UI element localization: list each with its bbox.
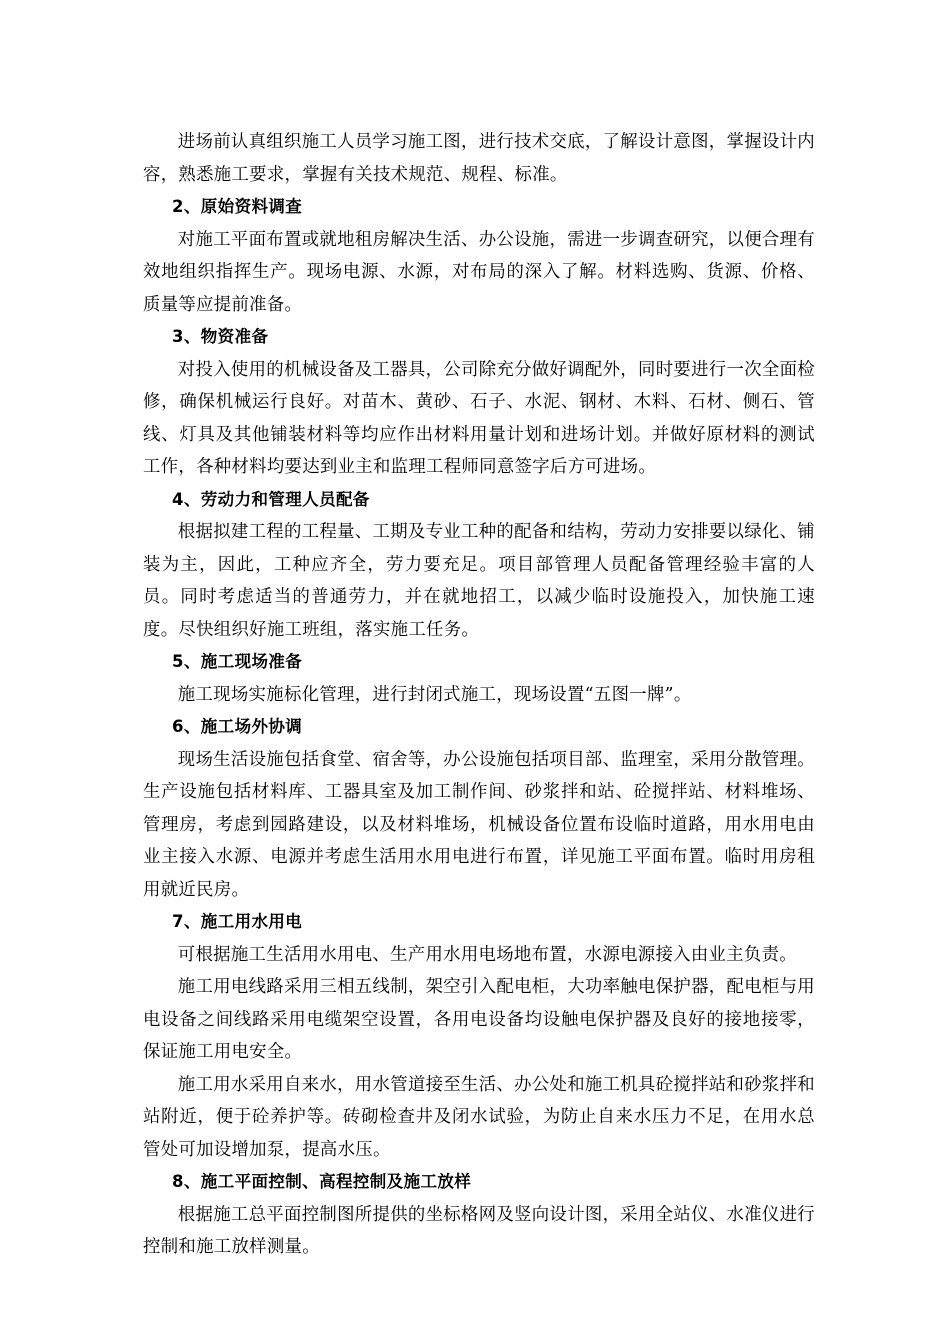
heading-materials: 3、物资准备	[172, 327, 269, 346]
document-body	[143, 126, 815, 1264]
paragraph-materials: 对投入使用的机械设备及工器具，公司除充分做好调配外，同时要进行一次全面检修，确保机械运行良好。对苗木、黄砂、石子、水泥、钢材、木料、石材、侧石、管线、灯具及其他铺装材料等均应作出材料用量计划和进场计划。并做好原材料的测试工作，各种材料均要达到业主和监理工程师同意签字后方可进场。	[143, 359, 815, 477]
paragraph-tech-briefing: 进场前认真组织施工人员学习施工图，进行技术交底，了解设计意图，掌握设计内容，熟悉施工要求，掌握有关技术规范、规程、标准。	[143, 132, 815, 185]
paragraph-labor-staffing: 根据拟建工程的工程量、工期及专业工种的配备和结构，劳动力安排要以绿化、铺装为主，因此，工种应齐全，劳力要充足。项目部管理人员配备管理经验丰富的人员。同时考虑适当的普通劳力，并在就地招工，以减少临时设施投入，加快施工速度。尽快组织好施工班组，落实施工任务。	[143, 522, 815, 640]
paragraph-site-preparation: 施工现场实施标化管理，进行封闭式施工，现场设置“五图一牌”。	[177, 684, 692, 705]
heading-site-survey: 2、原始资料调查	[172, 197, 303, 216]
heading-labor-staffing: 4、劳动力和管理人员配备	[172, 489, 370, 509]
heading-external-coordination: 6、施工场外协调	[172, 717, 303, 736]
paragraph-power-lines: 施工用电线路采用三相五线制，架空引入配电柜，大功率触电保护器，配电柜与用电设备之间线路采用电缆架空设置，各用电设备均设触电保护器及良好的接地接零，保证施工用电安全。	[143, 977, 815, 1062]
paragraph-external-coordination: 现场生活设施包括食堂、宿舍等，办公设施包括项目部、监理室，采用分散管理。生产设施包括材料库、工器具室及加工制作间、砂浆拌和站、砼搅拌站、材料堆场、管理房，考虑到园路建设，以及材料堆场，机械设备位置布设临时道路，用水用电由业主接入水源、电源并考虑生活用水用电进行布置，详见施工平面布置。临时用房租用就近民房。	[143, 749, 815, 900]
paragraph-water-supply: 施工用水采用自来水，用水管道接至生活、办公处和施工机具砼搅拌站和砂浆拌和站附近，便于砼养护等。砖砌检查井及闭水试验，为防止自来水压力不足，在用水总管处可加设增加泵，提高水压。	[143, 1074, 815, 1160]
heading-survey-control: 8、施工平面控制、高程控制及施工放样	[172, 1172, 472, 1191]
paragraph-water-power-layout: 可根据施工生活用水用电、生产用水用电场地布置，水源电源接入由业主负责。	[177, 944, 797, 965]
paragraph-site-survey: 对施工平面布置或就地租房解决生活、办公设施，需进一步调查研究，以便合理有效地组织指挥生产。现场电源、水源，对布局的深入了解。材料选购、货源、价格、质量等应提前准备。	[143, 229, 815, 315]
paragraph-survey-control: 根据施工总平面控制图所提供的坐标格网及竖向设计图，采用全站仪、水准仪进行控制和施工放样测量。	[143, 1204, 815, 1257]
heading-site-preparation: 5、施工现场准备	[172, 652, 303, 671]
heading-water-power: 7、施工用水用电	[172, 912, 303, 931]
